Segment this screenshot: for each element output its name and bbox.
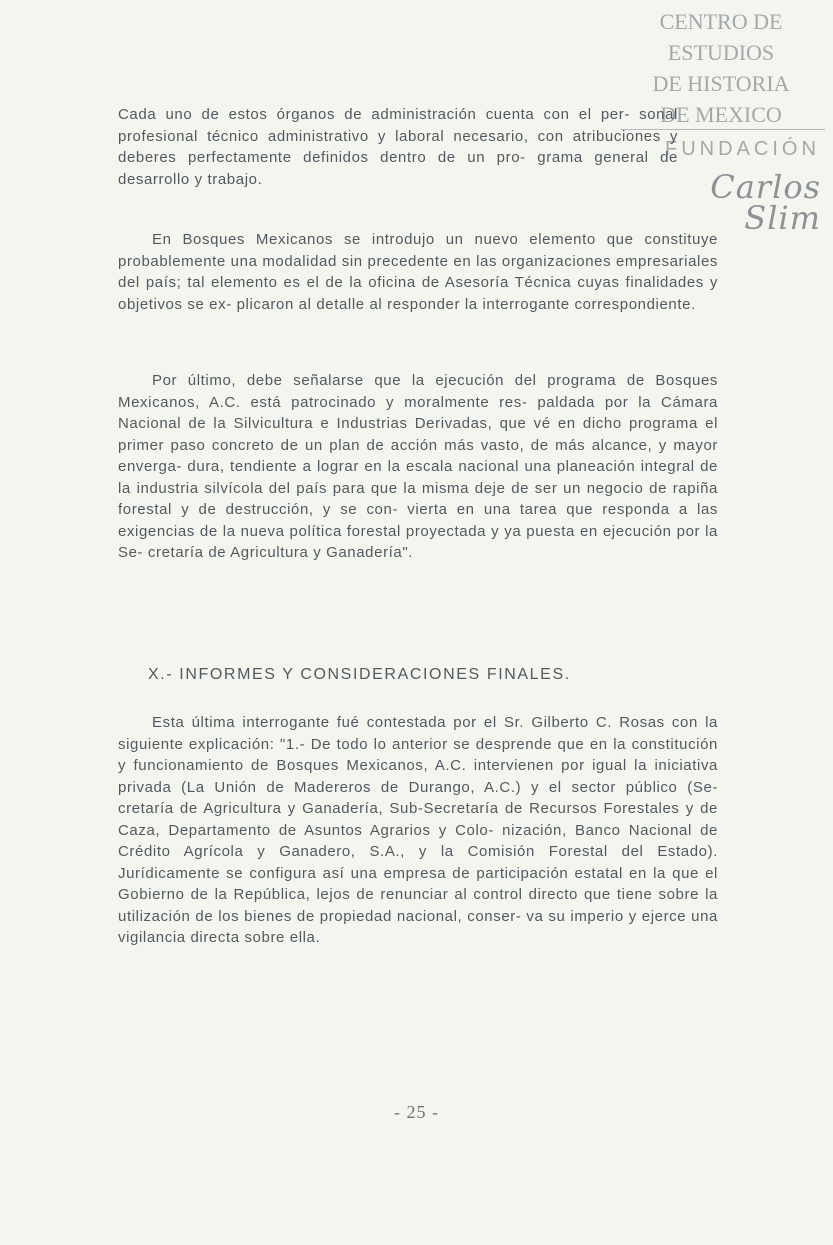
paragraph-administration <box>118 104 678 190</box>
page-number: - 25 - <box>394 1102 439 1122</box>
watermark-foundation: FUNDACIÓN <box>665 138 820 160</box>
paragraph-text: Cada uno de estos órganos de administración cuenta con el per- sonal profesional técnico administrativo y laboral necesario, con atribuciones y deberes perfectamente definidos dentro de un pro- grama general de desarrollo y trabajo. <box>118 106 678 188</box>
watermark-line: DE MEXICO <box>660 102 782 127</box>
watermark-line: CENTRO DE <box>659 9 783 34</box>
signature: Carlos Slim <box>710 168 821 237</box>
paragraph-text: En Bosques Mexicanos se introdujo un nuevo elemento que constituye probablemente una modalidad sin precedente en las organizaciones empresariales del país; tal elemento es el de la oficina de Asesoría Técnica cuyas finalidades y objetivos se ex- plicaron al detalle al responder la interrogante correspondiente. <box>118 231 718 313</box>
watermark-line: ESTUDIOS <box>667 40 775 65</box>
section-heading: X.- INFORMES Y CONSIDERACIONES FINALES. <box>148 666 571 683</box>
paragraph-explanation <box>118 712 718 949</box>
paragraph-text: Esta última interrogante fué contestada por el Sr. Gilberto C. Rosas con la siguiente explicación: "1.- De todo lo anterior se desprende que en la constitución y funcionamiento de Bosques Mexicanos, A.C. intervienen por igual la iniciativa privada (La Unión de Madereros de Durango, A.C.) y el sector público (Se- cretaría de Agricultura y Ganadería, Sub-Secretaría de Recursos Forestales y de Caza, Departamento de Asuntos Agrarios y Colo- nización, Banco Nacional de Crédito Agrícola y Ganadero, S.A., y la Comisión Forestal del Estado). Jurídicamente se configura así una empresa de participación estatal en la que el Gobierno de la República, lejos de renunciar al control directo que tiene sobre la utilización de los bienes de propiedad nacional, conser- va su imperio y ejerce una vigilancia directa sobre ella. <box>118 714 718 946</box>
paragraph-new-element <box>118 229 718 315</box>
watermark-line: DE HISTORIA <box>652 71 790 96</box>
paragraph-text: Por último, debe señalarse que la ejecución del programa de Bosques Mexicanos, A.C. está patrocinado y moralmente res- paldada por la Cámara Nacional de la Silvicultura e Industrias Derivadas, que vé en dicho programa el primer paso concreto de un plan de acción más vasto, de más alcance, y mayor enverga- dura, tendiente a lograr en la escala nacional una planeación integral de la industria silvícola del país para que la misma deje de ser un negocio de rapiña forestal y de destrucción, y se con- vierta en una tarea que responda a las exigencias de la nueva política forestal proyectada y ya puesta en ejecución por la Se- cretaría de Agricultura y Ganadería". <box>118 372 718 561</box>
paragraph-sponsorship <box>118 370 718 564</box>
